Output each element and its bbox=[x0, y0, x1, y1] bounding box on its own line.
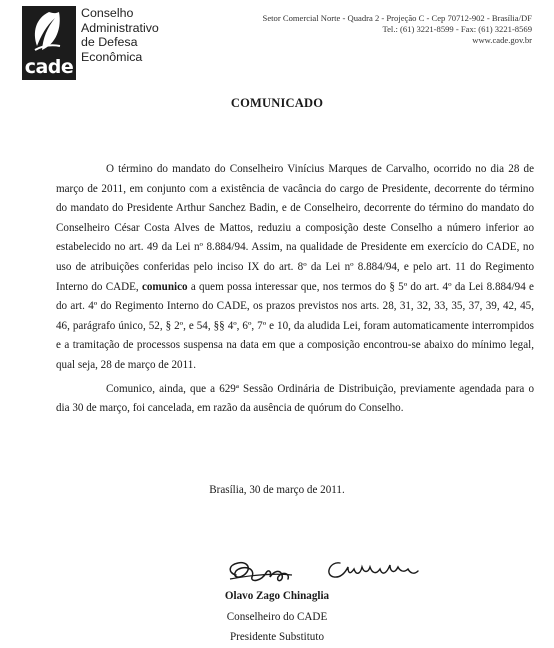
date-line: Brasília, 30 de março de 2011. bbox=[209, 484, 345, 496]
phone-fax-line: Tel.: (61) 3221-8599 - Fax: (61) 3221-8569 bbox=[382, 24, 532, 34]
signature-block bbox=[0, 586, 554, 648]
signatory-name: Olavo Zago Chinaglia bbox=[224, 590, 330, 602]
signatory-role: Conselheiro do CADE bbox=[226, 610, 328, 623]
handwritten-signature bbox=[222, 553, 442, 589]
paragraph-2: Comunico, ainda, que a 629ª Sessão Ordinária de Distribuição, previamente agendada para o dia 30 de março, foi cancelada, em razão da ausência de quórum do Conselho. bbox=[56, 382, 534, 415]
org-name-line: Econômica bbox=[81, 49, 143, 64]
org-name-line: de Defesa bbox=[81, 35, 138, 49]
paragraph-1-part2: a quem possa interessar que, nos termos do § 5º do art. 4º da Lei 8.884/94 e do art. 4º do Regimento Interno do CADE, os prazos previstos nos arts. 28, 31, 32, 33, 35, 37, 39, 42, 45, 46, parágrafo único, 52, § 2º, e 54, §§ 4º, 6º, 7º e 10, da aludida Lei, foram automaticamente interrompidos e a tramitação de processos suspensa na data em que a composição encontrou-se abaixo do mínimo legal, qual seja, 28 de março de 2011. bbox=[56, 280, 534, 371]
paragraph-1-bold: comunico bbox=[141, 280, 188, 293]
paragraph-1-part1: O término do mandato do Conselheiro Vinícius Marques de Carvalho, ocorrido no dia 28 de março de 2011, em conjunto com a existência de vacância do cargo de Presidente, decorrente do término do mandato do Presidente Arthur Sanchez Badin, e de Conselheiro, decorrente do término do mandato do Conselheiro César Costa Alves de Mattos, reduziu a composição deste Conselho a número inferior ao estabelecido no art. 49 da Lei nº 8.884/94. Assim, na qualidade de Presidente em exercício do CADE, no uso de atribuições conferidas pelo inciso IX do art. 8º da Lei nº 8.884/94, e pelo art. 11 do Regimento Interno do CADE, bbox=[56, 163, 534, 293]
org-name-line: Administrativo bbox=[81, 20, 159, 35]
org-name-line: Conselho bbox=[81, 6, 134, 20]
document-title: COMUNICADO bbox=[230, 96, 324, 110]
letterhead-address bbox=[202, 13, 532, 46]
address-line: Setor Comercial Norte - Quadra 2 - Projeção C - Cep 70712-902 - Brasília/DF bbox=[262, 13, 532, 23]
website-line: www.cade.gov.br bbox=[472, 35, 532, 45]
paragraph-1 bbox=[56, 160, 534, 376]
signatory-title: Presidente Substituto bbox=[230, 631, 324, 643]
logo-wordmark: cade bbox=[24, 56, 74, 78]
leaf-emblem-icon bbox=[22, 6, 76, 58]
document-body bbox=[56, 160, 534, 419]
organization-name bbox=[81, 6, 211, 64]
cade-logo bbox=[22, 6, 76, 80]
